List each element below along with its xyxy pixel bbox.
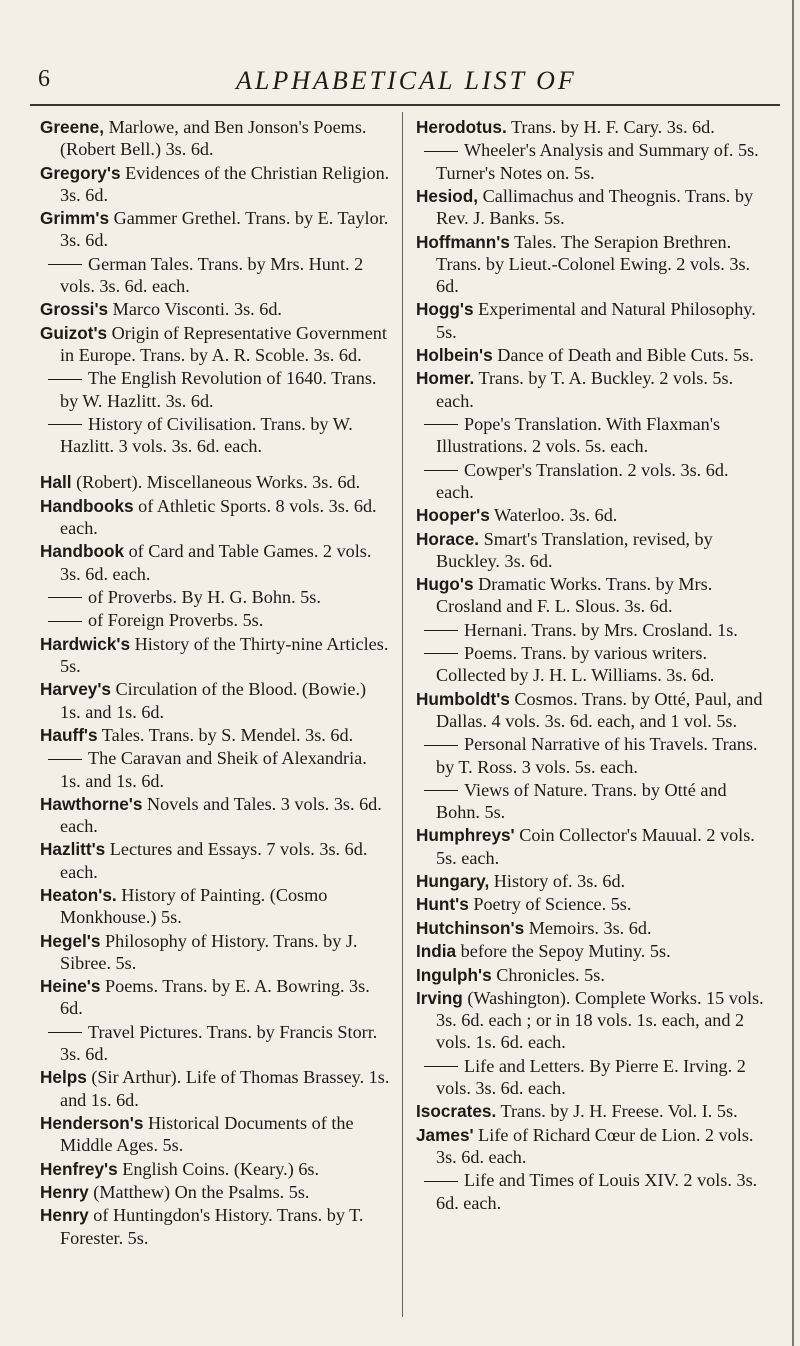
catalog-entry — [416, 528, 766, 572]
entry-text: Trans. by J. H. Freese. Vol. I. 5s. — [500, 1101, 738, 1122]
entry-text: Tales. The Serapion Brethren. Trans. by Lieut.-Colonel Ewing. 2 vols. 3s. 6d. — [436, 231, 751, 296]
entry-heading: Horace. — [416, 528, 480, 549]
catalog-entry — [40, 298, 390, 320]
entry-text: Poems. Trans. by various writers. Collected by J. H. L. Williams. 3s. 6d. — [436, 643, 715, 686]
entry-text: English Coins. (Keary.) 6s. — [122, 1158, 320, 1179]
ditto-dash — [424, 745, 458, 746]
entry-heading: Grossi's — [40, 299, 109, 320]
catalog-entry — [416, 940, 766, 962]
entry-text: Poems. Trans. by E. A. Bowring. 3s. 6d. — [60, 976, 370, 1019]
catalog-entry — [416, 413, 766, 457]
entry-heading: Helps — [40, 1067, 87, 1088]
entry-heading: Hawthorne's — [40, 793, 143, 814]
catalog-entry — [40, 367, 390, 411]
entry-text: Travel Pictures. Trans. by Francis Storr. 3s. 6d. — [60, 1021, 378, 1065]
catalog-entry — [416, 116, 766, 138]
catalog-entry — [40, 540, 390, 584]
entry-heading: Handbooks — [40, 495, 134, 516]
entry-heading: Hauff's — [40, 724, 98, 745]
entry-heading: Homer. — [416, 368, 475, 389]
catalog-entry — [40, 1204, 390, 1248]
right-column — [416, 116, 766, 1215]
entry-text: Chronicles. 5s. — [496, 964, 605, 985]
catalog-entry — [416, 1100, 766, 1122]
entry-text: Origin of Representative Government in Europe. Trans. by A. R. Scoble. 3s. 6d. — [60, 322, 387, 365]
catalog-entry — [40, 253, 390, 297]
entry-heading: Henfrey's — [40, 1158, 118, 1179]
entry-text: The English Revolution of 1640. Trans. by W. Hazlitt. 3s. 6d. — [60, 368, 377, 411]
catalog-entry — [40, 1112, 390, 1156]
ditto-dash — [48, 424, 82, 425]
entry-heading: Hazlitt's — [40, 839, 106, 860]
catalog-entry — [40, 162, 390, 206]
entry-heading: Hogg's — [416, 299, 474, 320]
catalog-entry — [416, 573, 766, 617]
catalog-entry — [40, 930, 390, 974]
page-number: 6 — [38, 66, 50, 92]
entry-text: Trans. by T. A. Buckley. 2 vols. 5s. each. — [436, 368, 734, 411]
catalog-entry — [416, 298, 766, 342]
entry-text: (Sir Arthur). Life of Thomas Brassey. 1s. and 1s. 6d. — [60, 1067, 390, 1110]
catalog-entry — [416, 1055, 766, 1099]
running-title: ALPHABETICAL LIST OF — [236, 66, 577, 95]
entry-heading: Hall — [40, 472, 72, 493]
entry-heading: Humphreys' — [416, 825, 515, 846]
catalog-entry — [40, 1181, 390, 1203]
ditto-dash — [424, 470, 458, 471]
entry-heading: Harvey's — [40, 679, 111, 700]
entry-heading: Hoffmann's — [416, 231, 510, 252]
entry-text: of Foreign Proverbs. 5s. — [88, 610, 264, 631]
entry-text: of Athletic Sports. 8 vols. 3s. 6d. each. — [60, 495, 377, 538]
entry-heading: Ingulph's — [416, 964, 492, 985]
catalog-entry — [416, 964, 766, 986]
entry-text: Novels and Tales. 3 vols. 3s. 6d. each. — [60, 793, 382, 837]
entry-heading: Herodotus. — [416, 117, 507, 137]
catalog-entry — [40, 609, 390, 631]
entry-text: (Washington). Complete Works. 15 vols. 3s. 6d. each ; or in 18 vols. 1s. each, and 2 vols. 1s. 6d. each. — [436, 988, 764, 1053]
entry-heading: Hungary, — [416, 871, 490, 892]
catalog-entry — [416, 824, 766, 868]
ditto-dash — [424, 630, 458, 631]
ditto-dash — [48, 1032, 82, 1033]
entry-heading: James' — [416, 1124, 474, 1145]
entry-text: of Card and Table Games. 2 vols. 3s. 6d. each. — [60, 541, 372, 584]
catalog-entry — [416, 231, 766, 298]
ditto-dash — [48, 264, 82, 265]
catalog-entry — [416, 642, 766, 686]
entry-text: Memoirs. 3s. 6d. — [528, 917, 652, 938]
column-divider — [402, 112, 403, 1317]
entry-heading: Heaton's. — [40, 885, 117, 906]
entry-text: Waterloo. 3s. 6d. — [494, 505, 618, 526]
catalog-entry — [40, 1021, 390, 1065]
entry-text: Lectures and Essays. 7 vols. 3s. 6d. each. — [60, 839, 368, 882]
entry-heading: Henry — [40, 1182, 89, 1203]
entry-text: History of. 3s. 6d. — [493, 871, 626, 892]
entry-heading: Gregory's — [40, 162, 121, 183]
entry-text: (Robert). Miscellaneous Works. 3s. 6d. — [76, 472, 361, 493]
entry-text: The Caravan and Sheik of Alexandria. 1s. and 1s. 6d. — [60, 748, 367, 791]
entry-text: of Proverbs. By H. G. Bohn. 5s. — [88, 586, 321, 607]
catalog-entry — [40, 322, 390, 366]
entry-heading: Henry — [40, 1205, 89, 1226]
catalog-entry — [416, 185, 766, 229]
catalog-entry — [40, 1158, 390, 1180]
catalog-entry — [416, 139, 766, 183]
entry-text: Dramatic Works. Trans. by Mrs. Crosland and F. L. Slous. 3s. 6d. — [436, 574, 713, 617]
catalog-entry — [416, 893, 766, 915]
entry-text: Tales. Trans. by S. Mendel. 3s. 6d. — [101, 724, 354, 745]
catalog-entry — [416, 779, 766, 823]
entry-text: Views of Nature. Trans. by Otté and Bohn. 5s. — [436, 779, 727, 823]
entry-heading: Hugo's — [416, 574, 474, 595]
entry-text: Experimental and Natural Philosophy. 5s. — [436, 299, 756, 342]
catalog-entry — [40, 633, 390, 677]
entry-text: Pope's Translation. With Flaxman's Illustrations. 2 vols. 5s. each. — [436, 413, 721, 457]
entry-text: Gammer Grethel. Trans. by E. Taylor. 3s. 6d. — [60, 208, 389, 251]
entry-heading: Heine's — [40, 976, 101, 997]
entry-heading: Greene, — [40, 117, 105, 137]
entry-heading: Henderson's — [40, 1113, 144, 1134]
catalog-entry — [416, 870, 766, 892]
ditto-dash — [48, 759, 82, 760]
catalog-entry — [40, 1066, 390, 1110]
entry-heading: Isocrates. — [416, 1101, 497, 1122]
entry-heading: Hooper's — [416, 505, 490, 526]
entry-text: Dance of Death and Bible Cuts. 5s. — [497, 344, 754, 365]
left-column — [40, 116, 390, 1250]
entry-heading: Grimm's — [40, 208, 110, 229]
catalog-entry — [40, 116, 390, 160]
page-edge-shadow — [792, 0, 794, 1346]
catalog-entry — [40, 793, 390, 837]
catalog-entry — [40, 413, 390, 457]
entry-heading: Holbein's — [416, 344, 493, 365]
catalog-entry — [40, 207, 390, 251]
ditto-dash — [424, 151, 458, 152]
catalog-entry — [40, 678, 390, 722]
page-header — [28, 66, 768, 106]
catalog-entry — [416, 619, 766, 641]
entry-text: Smart's Translation, revised, by Buckley. 3s. 6d. — [436, 528, 713, 571]
catalog-entry — [40, 471, 390, 493]
entry-text: Personal Narrative of his Travels. Trans. by T. Ross. 3 vols. 5s. each. — [436, 734, 758, 777]
header-rule — [30, 104, 780, 106]
entry-text: Philosophy of History. Trans. by J. Sibree. 5s. — [60, 930, 358, 973]
entry-text: Hernani. Trans. by Mrs. Crosland. 1s. — [464, 619, 738, 640]
entry-text: Marco Visconti. 3s. 6d. — [112, 299, 282, 320]
catalog-entry — [40, 495, 390, 539]
entry-heading: Hunt's — [416, 894, 469, 915]
entry-heading: Hegel's — [40, 930, 101, 951]
entry-text: Circulation of the Blood. (Bowie.) 1s. and 1s. 6d. — [60, 679, 367, 722]
entry-text: Poetry of Science. 5s. — [473, 894, 632, 915]
ditto-dash — [424, 1066, 458, 1067]
catalog-entry — [40, 975, 390, 1019]
catalog-entry — [416, 504, 766, 526]
catalog-entry — [416, 688, 766, 732]
entry-heading: Hardwick's — [40, 633, 131, 654]
entry-heading: India — [416, 941, 457, 962]
entry-heading: Handbook — [40, 541, 125, 562]
entry-text: Trans. by H. F. Cary. 3s. 6d. — [510, 117, 715, 137]
entry-text: Cosmos. Trans. by Otté, Paul, and Dallas. 4 vols. 3s. 6d. each, and 1 vol. 5s. — [436, 688, 763, 731]
ditto-dash — [424, 1181, 458, 1182]
catalog-entry — [416, 917, 766, 939]
entry-text: Historical Documents of the Middle Ages. 5s. — [60, 1113, 354, 1156]
ditto-dash — [48, 379, 82, 380]
ditto-dash — [48, 621, 82, 622]
entry-text: Life and Letters. By Pierre E. Irving. 2 vols. 3s. 6d. each. — [436, 1055, 746, 1099]
entry-text: Callimachus and Theognis. Trans. by Rev. J. Banks. 5s. — [436, 185, 754, 229]
catalog-entry — [416, 1124, 766, 1168]
entry-text: (Matthew) On the Psalms. 5s. — [93, 1182, 310, 1203]
entry-heading: Guizot's — [40, 322, 108, 343]
ditto-dash — [424, 424, 458, 425]
ditto-dash — [424, 790, 458, 791]
ditto-dash — [424, 653, 458, 654]
catalog-entry — [40, 884, 390, 928]
catalog-entry — [40, 586, 390, 608]
entry-text: Cowper's Translation. 2 vols. 3s. 6d. each. — [436, 459, 729, 502]
catalog-entry — [40, 747, 390, 791]
entry-heading: Hesiod, — [416, 185, 479, 206]
entry-text: Evidences of the Christian Religion. 3s. 6d. — [60, 162, 390, 205]
entry-text: History of Civilisation. Trans. by W. Hazlitt. 3 vols. 3s. 6d. each. — [60, 413, 353, 457]
catalog-entry — [416, 367, 766, 411]
catalog-entry — [40, 838, 390, 882]
entry-text: History of Painting. (Cosmo Monkhouse.) 5s. — [60, 885, 328, 928]
entry-text: Life and Times of Louis XIV. 2 vols. 3s. 6d. each. — [436, 1170, 758, 1213]
entry-heading: Humboldt's — [416, 688, 510, 709]
entry-text: Life of Richard Cœur de Lion. 2 vols. 3s. 6d. each. — [436, 1124, 754, 1168]
catalog-entry — [416, 1169, 766, 1213]
catalog-entry — [416, 459, 766, 503]
entry-text: German Tales. Trans. by Mrs. Hunt. 2 vols. 3s. 6d. each. — [60, 253, 364, 296]
entry-text: History of the Thirty-nine Articles. 5s. — [60, 633, 389, 676]
catalog-entry — [416, 344, 766, 366]
ditto-dash — [48, 597, 82, 598]
entry-text: Wheeler's Analysis and Summary of. 5s. Turner's Notes on. 5s. — [436, 140, 759, 183]
entry-text: Marlowe, and Ben Jonson's Poems. (Robert Bell.) 3s. 6d. — [60, 117, 367, 160]
catalog-entry — [416, 987, 766, 1054]
catalog-entry — [40, 724, 390, 746]
entry-heading: Irving — [416, 988, 463, 1009]
entry-heading: Hutchinson's — [416, 917, 525, 938]
entry-text: of Huntingdon's History. Trans. by T. Forester. 5s. — [60, 1205, 364, 1248]
catalog-entry — [416, 733, 766, 777]
entry-text: before the Sepoy Mutiny. 5s. — [460, 941, 671, 962]
entry-text: Coin Collector's Mauual. 2 vols. 5s. each. — [436, 825, 755, 868]
